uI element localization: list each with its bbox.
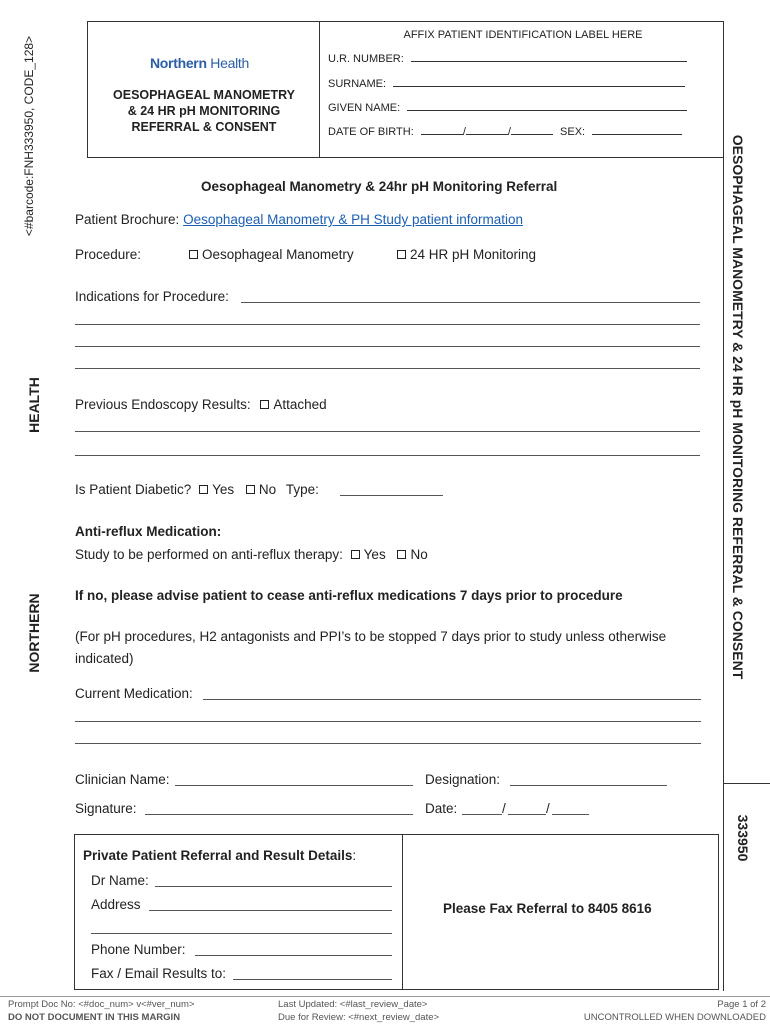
affix-label-instruction: AFFIX PATIENT IDENTIFICATION LABEL HERE bbox=[403, 29, 643, 41]
surname-field[interactable] bbox=[393, 78, 685, 87]
patient-label-area bbox=[328, 22, 718, 157]
date-separator-1: / bbox=[502, 801, 506, 816]
private-heading-text: Private Patient Referral and Result Details bbox=[83, 848, 353, 863]
surname-row bbox=[328, 78, 712, 90]
indications-line-1[interactable] bbox=[241, 302, 700, 303]
last-updated: Last Updated: <#last_review_date> bbox=[278, 999, 428, 1010]
margin-warning: DO NOT DOCUMENT IN THIS MARGIN bbox=[8, 1012, 181, 1023]
ph-note-line-1: (For pH procedures, H2 antagonists and PPI’s to be stopped 7 days prior to study unless otherwise bbox=[75, 629, 667, 644]
endoscopy-label: Previous Endoscopy Results: bbox=[75, 397, 251, 412]
given-name-row bbox=[328, 102, 712, 114]
referral-heading: Oesophageal Manometry & 24hr pH Monitoring Referral bbox=[201, 179, 558, 194]
sex-label: SEX: bbox=[560, 126, 586, 138]
northern-health-logo bbox=[150, 55, 249, 71]
indications-line-2[interactable] bbox=[75, 324, 700, 325]
current-medication-line-3[interactable] bbox=[75, 743, 701, 744]
diabetic-row bbox=[75, 482, 319, 497]
antireflux-row bbox=[75, 547, 428, 562]
brochure-label: Patient Brochure: bbox=[75, 212, 180, 227]
given-name-label: GIVEN NAME: bbox=[328, 102, 401, 114]
current-medication-label: Current Medication: bbox=[75, 686, 193, 701]
logo-bold-text: Northern bbox=[150, 55, 207, 71]
manometry-checkbox[interactable] bbox=[189, 250, 198, 259]
ph-monitoring-label: 24 HR pH Monitoring bbox=[410, 247, 537, 262]
signature-field[interactable] bbox=[145, 814, 413, 815]
dr-name-label: Dr Name: bbox=[91, 873, 149, 888]
diabetic-no-checkbox[interactable] bbox=[246, 485, 255, 494]
ur-number-row bbox=[328, 53, 712, 65]
indications-line-4[interactable] bbox=[75, 368, 700, 369]
dob-label: DATE OF BIRTH: bbox=[328, 126, 414, 138]
dob-day-field[interactable] bbox=[421, 126, 463, 135]
form-title-line-3: REFERRAL & CONSENT bbox=[131, 120, 277, 134]
indications-label: Indications for Procedure: bbox=[75, 289, 229, 304]
diabetic-label: Is Patient Diabetic? bbox=[75, 482, 192, 497]
due-for-review: Due for Review: <#next_review_date> bbox=[278, 1012, 440, 1023]
antireflux-study-label: Study to be performed on anti-reflux therapy: bbox=[75, 547, 343, 562]
endoscopy-attached-label: Attached bbox=[273, 397, 327, 412]
private-heading-colon: : bbox=[352, 848, 357, 863]
signature-label: Signature: bbox=[75, 801, 137, 816]
uncontrolled-notice: UNCONTROLLED WHEN DOWNLOADED bbox=[583, 1012, 766, 1023]
margin-health-text: HEALTH bbox=[26, 377, 42, 433]
address-label: Address bbox=[91, 897, 141, 912]
private-box-divider bbox=[402, 835, 403, 989]
endoscopy-line-1[interactable] bbox=[75, 431, 700, 432]
designation-field[interactable] bbox=[510, 785, 667, 786]
phone-number-label: Phone Number: bbox=[91, 942, 186, 957]
diabetic-no-label: No bbox=[258, 482, 277, 497]
dr-name-field[interactable] bbox=[155, 886, 392, 887]
procedure-option-manometry[interactable] bbox=[189, 247, 354, 262]
form-title bbox=[92, 87, 316, 135]
endoscopy-line-2[interactable] bbox=[75, 455, 700, 456]
dob-row bbox=[328, 126, 712, 138]
date-label: Date: bbox=[425, 801, 458, 816]
antireflux-no-checkbox[interactable] bbox=[397, 550, 406, 559]
header-box bbox=[87, 21, 724, 158]
procedure-option-ph[interactable] bbox=[397, 247, 536, 262]
dob-separator-2: / bbox=[507, 126, 511, 138]
diabetic-yes-label: Yes bbox=[212, 482, 235, 497]
ph-note-line-2: indicated) bbox=[75, 651, 134, 666]
brochure-row bbox=[75, 212, 523, 227]
prompt-doc-number: Prompt Doc No: <#doc_num> v<#ver_num> bbox=[8, 999, 195, 1010]
diabetic-type-label: Type: bbox=[285, 482, 319, 497]
current-medication-line-1[interactable] bbox=[203, 699, 701, 700]
side-form-code: 333950 bbox=[735, 814, 751, 862]
date-separator-2: / bbox=[546, 801, 550, 816]
date-day-field[interactable] bbox=[462, 814, 502, 815]
ur-number-field[interactable] bbox=[411, 53, 687, 62]
advise-cease-text: If no, please advise patient to cease anti-reflux medications 7 days prior to procedure bbox=[75, 588, 623, 603]
date-year-field[interactable] bbox=[552, 814, 589, 815]
address-field-2[interactable] bbox=[91, 933, 392, 934]
form-title-line-2: & 24 HR pH MONITORING bbox=[127, 104, 281, 118]
fax-referral-text: Please Fax Referral to 8405 8616 bbox=[443, 901, 652, 916]
clinician-name-label: Clinician Name: bbox=[75, 772, 170, 787]
current-medication-line-2[interactable] bbox=[75, 721, 701, 722]
footer-divider bbox=[0, 996, 770, 997]
manometry-label: Oesophageal Manometry bbox=[202, 247, 354, 262]
antireflux-no-label: No bbox=[410, 547, 428, 562]
private-patient-box bbox=[74, 834, 719, 990]
endoscopy-row bbox=[75, 397, 327, 412]
indications-line-3[interactable] bbox=[75, 346, 700, 347]
antireflux-yes-checkbox[interactable] bbox=[351, 550, 360, 559]
procedure-label: Procedure: bbox=[75, 247, 142, 262]
form-title-line-1: OESOPHAGEAL MANOMETRY bbox=[113, 88, 295, 102]
dob-separator-1: / bbox=[462, 126, 466, 138]
address-field-1[interactable] bbox=[149, 910, 392, 911]
logo-light-text: Health bbox=[206, 55, 249, 71]
designation-label: Designation: bbox=[425, 772, 501, 787]
diabetic-type-field[interactable] bbox=[340, 495, 443, 496]
ph-monitoring-checkbox[interactable] bbox=[397, 250, 406, 259]
ur-number-label: U.R. NUMBER: bbox=[328, 53, 404, 65]
antireflux-yes-label: Yes bbox=[363, 547, 386, 562]
dob-year-field[interactable] bbox=[511, 126, 553, 135]
phone-number-field[interactable] bbox=[195, 955, 392, 956]
clinician-name-field[interactable] bbox=[175, 785, 413, 786]
surname-label: SURNAME: bbox=[328, 78, 387, 90]
right-margin-divider bbox=[723, 783, 770, 784]
page-number: Page 1 of 2 bbox=[717, 999, 766, 1010]
private-heading bbox=[83, 848, 356, 863]
sex-field[interactable] bbox=[592, 126, 682, 135]
diabetic-yes-checkbox[interactable] bbox=[199, 485, 208, 494]
right-margin-border bbox=[723, 21, 724, 991]
endoscopy-attached-checkbox[interactable] bbox=[260, 400, 269, 409]
date-month-field[interactable] bbox=[508, 814, 546, 815]
header-branding bbox=[88, 22, 320, 157]
fax-email-label: Fax / Email Results to: bbox=[91, 966, 227, 981]
fax-email-field[interactable] bbox=[233, 979, 392, 980]
barcode-placeholder: <#barcode:FNH333950, CODE_128> bbox=[22, 35, 36, 237]
side-form-title: OESOPHAGEAL MANOMETRY & 24 HR pH MONITORING REFERRAL & CONSENT bbox=[730, 134, 746, 680]
antireflux-heading: Anti-reflux Medication: bbox=[75, 524, 222, 539]
dob-month-field[interactable] bbox=[466, 126, 508, 135]
given-name-field[interactable] bbox=[407, 102, 687, 111]
brochure-link[interactable]: Oesophageal Manometry & PH Study patient information bbox=[183, 212, 524, 227]
margin-northern-text: NORTHERN bbox=[26, 593, 42, 673]
